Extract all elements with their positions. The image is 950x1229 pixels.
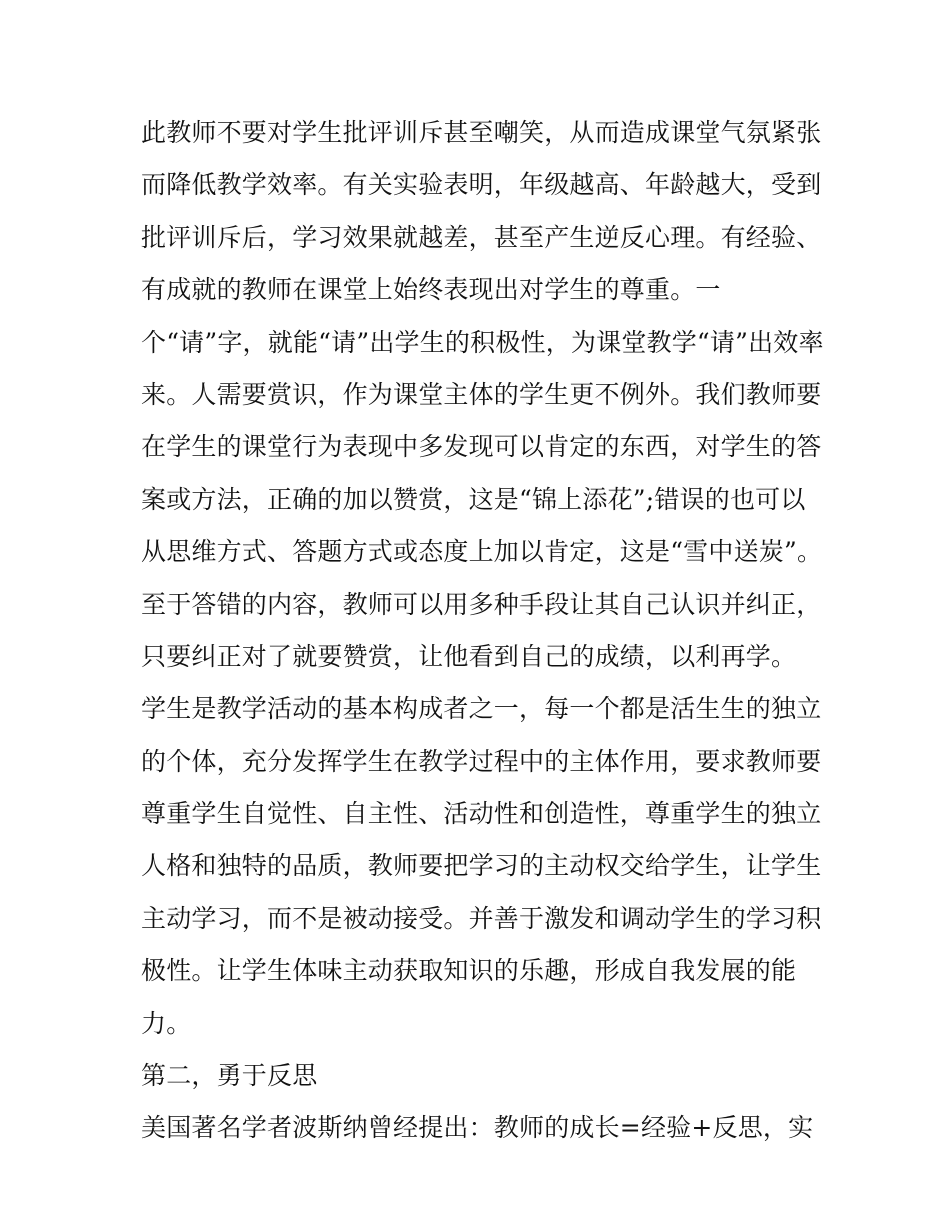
- text-line: 此教师不要对学生批评训斥甚至嘲笑，从而造成课堂气氛紧张: [141, 118, 822, 147]
- text-line: 来。人需要赏识，作为课堂主体的学生更不例外。我们教师要: [141, 379, 822, 409]
- text-line: 个“请”字，就能“请”出学生的积极性，为课堂教学“请”出效率: [141, 327, 824, 357]
- text-line: 尊重学生自觉性、自主性、活动性和创造性，尊重学生的独立: [141, 799, 822, 829]
- text-line: 只要纠正对了就要赞赏，让他看到自己的成绩，以利再学。: [141, 641, 797, 671]
- text-line: 案或方法，正确的加以赞赏，这是“锦上添花”;错误的也可以: [141, 484, 806, 514]
- text-line: 的个体，充分发挥学生在教学过程中的主体作用，要求教师要: [141, 746, 822, 776]
- text-line: 而降低教学效率。有关实验表明，年级越高、年龄越大，受到: [141, 170, 822, 200]
- text-line: 极性。让学生体味主动获取知识的乐趣，形成自我发展的能: [141, 956, 797, 986]
- document-body: [141, 107, 824, 1155]
- text-line: 人格和独特的品质，教师要把学习的主动权交给学生，让学生: [141, 851, 822, 881]
- text-line: 有成就的教师在课堂上始终表现出对学生的尊重。一: [141, 275, 721, 305]
- text-line: 美国著名学者波斯纳曾经提出：教师的成长=经验+反思，实: [141, 1113, 814, 1143]
- text-line: 力。: [141, 1008, 192, 1038]
- text-line: 从思维方式、答题方式或态度上加以肯定，这是“雪中送炭”。: [141, 537, 823, 567]
- text-line: 至于答错的内容，教师可以用多种手段让其自己认识并纠正，: [141, 589, 822, 619]
- text-line: 学生是教学活动的基本构成者之一，每一个都是活生生的独立: [141, 694, 822, 724]
- section-heading: 第二，勇于反思: [141, 1061, 318, 1091]
- text-line: 主动学习，而不是被动接受。并善于激发和调动学生的学习积: [141, 903, 822, 933]
- text-line: 在学生的课堂行为表现中多发现可以肯定的东西，对学生的答: [141, 432, 822, 462]
- text-line: 批评训斥后，学习效果就越差，甚至产生逆反心理。有经验、: [141, 222, 822, 252]
